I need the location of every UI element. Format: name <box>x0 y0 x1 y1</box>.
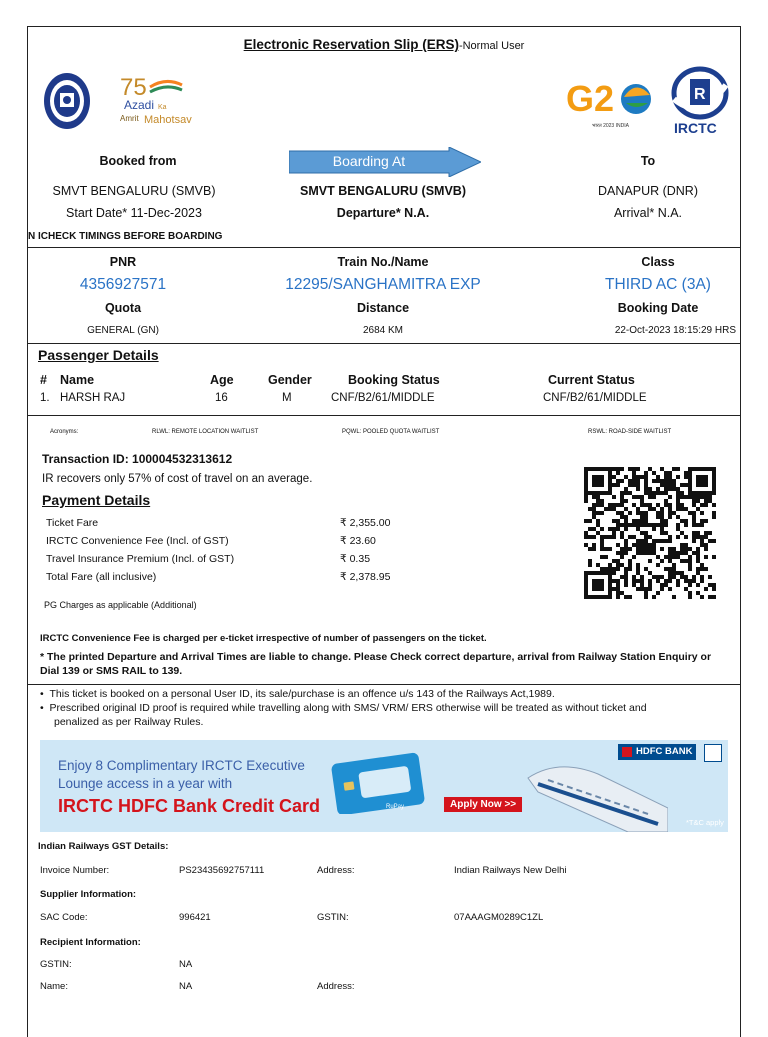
invoice-number: PS23435692757111 <box>179 865 265 876</box>
pnr-number: 4356927571 <box>79 276 167 293</box>
tnc-text: *T&C apply <box>686 818 724 827</box>
azadi-ka-amrit-mahotsav-logo <box>114 71 204 127</box>
passenger-booking-status: CNF/B2/61/MIDDLE <box>331 392 435 404</box>
times-note-line2: Dial 139 or SMS RAIL to 139. <box>40 665 183 677</box>
convenience-fee-note: IRCTC Convenience Fee is charged per e-ticket irrespective of number of passengers on the ticket. <box>40 633 487 644</box>
transaction-id: Transaction ID: 100004532313612 <box>42 452 233 466</box>
passenger-current-status: CNF/B2/61/MIDDLE <box>543 392 647 404</box>
arrival-time: Arrival* N.A. <box>613 206 683 220</box>
irctc-logo-text: IRCTC <box>674 120 717 136</box>
passenger-name: HARSH RAJ <box>60 392 126 404</box>
payment-label: IRCTC Convenience Fee (Incl. of GST) <box>46 535 229 547</box>
acronym-rswl: RSWL: ROAD-SIDE WAITLIST <box>588 429 672 435</box>
quota-value: GENERAL (GN) <box>87 325 159 336</box>
departure-time: Departure* N.A. <box>336 206 430 220</box>
credit-card-image <box>330 752 428 814</box>
card-brand-text: RuPay <box>386 804 405 810</box>
recipient-name-label: Name: <box>40 981 68 992</box>
sac-label: SAC Code: <box>40 912 88 923</box>
boarding-at-label: Boarding At <box>332 153 406 169</box>
distance-label: Distance <box>356 301 410 315</box>
g20-small-text: भारत 2023 INDIA <box>592 123 629 129</box>
class-value: THIRD AC (3A) <box>605 276 711 293</box>
train-name: 12295/SANGHAMITRA EXP <box>285 276 481 293</box>
bullet-1-text: This ticket is booked on a personal User ID, its sale/purchase is an offence u/s 143 of the Railways Act,1989. <box>49 688 555 700</box>
hdfc-logo-mark <box>622 747 632 757</box>
payment-amount: ₹ 23.60 <box>340 535 376 547</box>
qr-code <box>584 467 718 605</box>
booking-date-label: Booking Date <box>617 301 699 315</box>
irctc-logo <box>668 65 732 137</box>
recipient-gstin-label: GSTIN: <box>40 959 72 970</box>
ers-subtitle: -Normal User <box>458 40 525 52</box>
boarding-at-arrow <box>289 147 481 177</box>
col-name: Name <box>60 373 95 387</box>
gst-heading: Indian Railways GST Details: <box>38 841 169 852</box>
recipient-address-label: Address: <box>317 981 355 992</box>
times-note-line1: * The printed Departure and Arrival Times are liable to change. Please Check correct departure, arrival from Railway Station Enquiry or <box>40 651 712 663</box>
passenger-details-heading: Passenger Details <box>38 347 159 363</box>
recipient-name-value: NA <box>179 981 193 992</box>
check-timings-note: N ICHECK TIMINGS BEFORE BOARDING <box>28 231 223 242</box>
recipient-gstin-value: NA <box>179 959 193 970</box>
payment-label: Travel Insurance Premium (Incl. of GST) <box>46 553 235 565</box>
col-booking-status: Booking Status <box>348 373 440 387</box>
gstin-label: GSTIN: <box>317 912 349 923</box>
hdfc-bank-text: HDFC BANK <box>636 746 693 757</box>
bullet-dot: • <box>40 702 50 714</box>
ad-line1: Enjoy 8 Complimentary IRCTC Executive <box>58 758 305 773</box>
pnr-label: PNR <box>109 255 137 269</box>
address-label: Address: <box>317 865 355 876</box>
to-label: To <box>640 154 656 168</box>
payment-details-heading: Payment Details <box>42 492 151 508</box>
payment-amount: ₹ 0.35 <box>340 553 371 565</box>
invoice-label: Invoice Number: <box>40 865 110 876</box>
to-station: DANAPUR (DNR) <box>598 184 698 198</box>
booking-date-value: 22-Oct-2023 18:15:29 HRS <box>614 325 736 336</box>
apply-now-button[interactable]: Apply Now >> <box>444 797 522 812</box>
svg-text:R: R <box>694 86 706 103</box>
passenger-age: 16 <box>215 392 228 404</box>
acronym-rlwl: RLWL: REMOTE LOCATION WAITLIST <box>152 429 259 435</box>
logo-amrit-text: Amrit <box>120 114 139 123</box>
payment-amount: ₹ 2,378.95 <box>340 571 391 583</box>
payment-amount: ₹ 2,355.00 <box>340 517 391 529</box>
boarding-station: SMVT BENGALURU (SMVB) <box>300 184 466 198</box>
logo-75-text: 75 <box>120 74 147 101</box>
payment-label: Ticket Fare <box>46 517 99 529</box>
start-date: Start Date* 11-Dec-2023 <box>66 206 202 220</box>
divider <box>28 247 740 248</box>
bullet-1 <box>40 688 555 700</box>
from-station: SMVT BENGALURU (SMVB) <box>52 184 216 198</box>
bullet-2-line2: penalized as per Railway Rules. <box>54 716 204 728</box>
logo-ka-text: Ka <box>158 104 167 111</box>
sac-value: 996421 <box>179 912 211 923</box>
gstin-value: 07AAAGM0289C1ZL <box>454 912 544 923</box>
bullet-dot: • <box>40 688 50 700</box>
col-age: Age <box>210 373 234 387</box>
hdfc-ad-banner[interactable] <box>40 740 728 832</box>
ad-line3: IRCTC HDFC Bank Credit Card <box>58 796 321 816</box>
acronyms-label: Acronyms: <box>50 429 79 435</box>
hdfc-bank-logo <box>618 744 696 760</box>
divider <box>28 415 740 416</box>
booked-from-label: Booked from <box>99 154 177 168</box>
col-num: # <box>40 373 47 387</box>
bullet-2-text: Prescribed original ID proof is required while travelling along with SMS/ VRM/ ERS otherwise will be treated as without ticket and <box>49 702 647 714</box>
divider <box>28 684 740 685</box>
col-current-status: Current Status <box>548 373 635 387</box>
divider <box>28 343 740 344</box>
acronym-pqwl: PQWL: POOLED QUOTA WAITLIST <box>342 429 440 435</box>
ers-title: Electronic Reservation Slip (ERS) <box>243 37 459 52</box>
indian-railways-logo <box>42 71 92 131</box>
bullet-2 <box>40 702 647 714</box>
col-gender: Gender <box>268 373 312 387</box>
distance-value: 2684 KM <box>362 325 404 336</box>
svg-text:G2: G2 <box>566 78 615 119</box>
class-label: Class <box>641 255 675 269</box>
passenger-gender: M <box>282 392 292 404</box>
g20-logo <box>564 75 656 135</box>
address-value: Indian Railways New Delhi <box>454 865 567 876</box>
supplier-heading: Supplier Information: <box>40 889 137 900</box>
passenger-num: 1. <box>40 392 50 404</box>
ad-line2: Lounge access in a year with <box>58 776 233 791</box>
payment-label: Total Fare (all inclusive) <box>46 571 157 583</box>
rupay-mark-icon <box>704 744 722 762</box>
ers-ticket <box>27 26 741 1037</box>
pg-charges-note: PG Charges as applicable (Additional) <box>44 600 197 610</box>
logo-azadi-text: Azadi <box>124 98 155 112</box>
recovery-note: IR recovers only 57% of cost of travel on an average. <box>42 473 313 485</box>
logo-mahotsav-text: Mahotsav <box>144 114 192 126</box>
train-image <box>518 748 668 832</box>
ticket-title <box>28 37 740 52</box>
train-label: Train No./Name <box>337 255 429 269</box>
recipient-heading: Recipient Information: <box>40 937 141 948</box>
quota-label: Quota <box>104 301 142 315</box>
